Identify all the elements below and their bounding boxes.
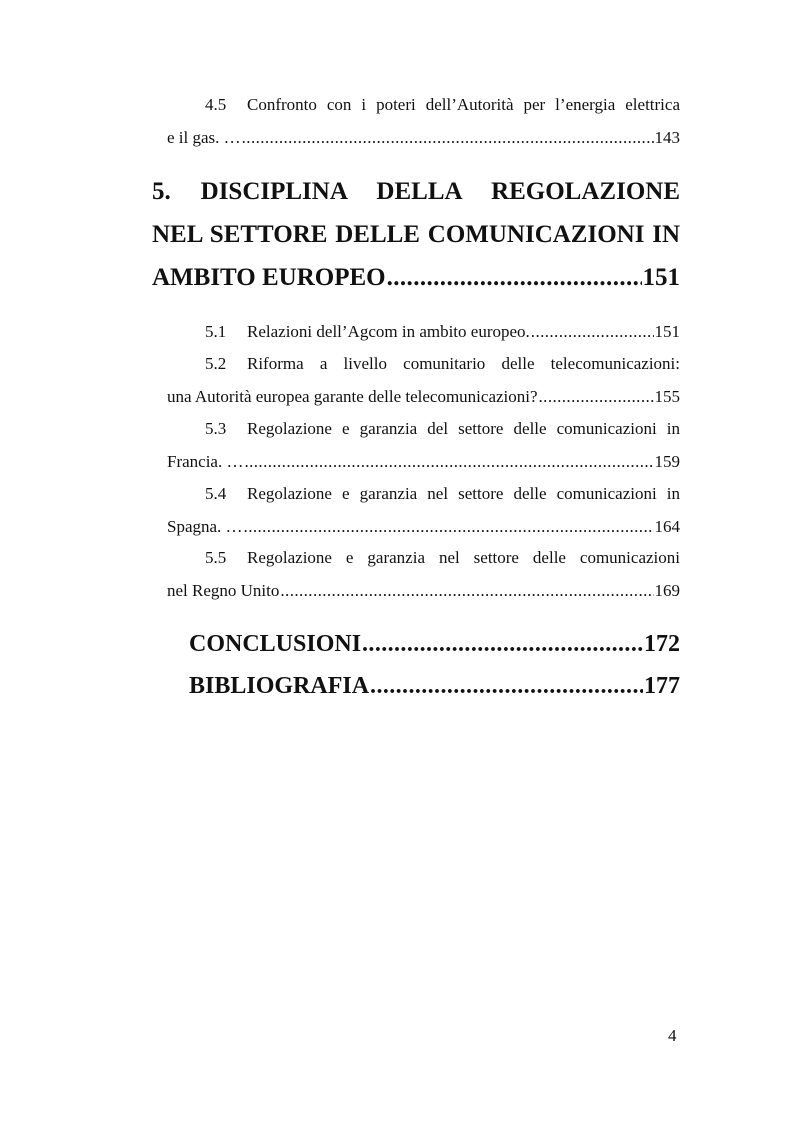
toc-chapter-5[interactable] bbox=[152, 170, 680, 299]
chapter-title-line bbox=[152, 170, 680, 213]
toc-entry-bibliografia[interactable] bbox=[189, 665, 680, 707]
toc-entry-5-2[interactable] bbox=[167, 347, 680, 413]
dot-leader bbox=[539, 380, 654, 413]
section-title-continued: e il gas. … bbox=[167, 128, 241, 147]
dot-leader bbox=[362, 623, 643, 665]
section-number: 4.5 bbox=[205, 95, 227, 114]
dot-leader bbox=[370, 665, 643, 707]
page-reference: 155 bbox=[654, 387, 680, 406]
chapter-title-continued: NEL SETTORE DELLE COMUNICAZIONI IN bbox=[152, 221, 680, 248]
section-title-continued: Francia. … bbox=[167, 452, 244, 471]
dot-leader bbox=[531, 315, 654, 348]
toc-entry-line bbox=[167, 347, 680, 380]
dot-leader bbox=[244, 445, 653, 478]
toc-entry-line bbox=[167, 445, 680, 478]
dot-leader bbox=[242, 121, 654, 154]
section-title: Confronto con i poteri dell’Autorità per l’energia elettrica bbox=[247, 95, 680, 114]
chapter-title-continued: AMBITO EUROPEO bbox=[152, 264, 386, 291]
toc-entry-5-1[interactable] bbox=[167, 315, 680, 348]
toc-entry-5-4[interactable] bbox=[167, 477, 680, 543]
chapter-title-line bbox=[152, 213, 680, 256]
section-title: Regolazione e garanzia del settore delle comunicazioni in bbox=[247, 419, 680, 438]
page-reference: 177 bbox=[644, 673, 680, 699]
section-number: 5.5 bbox=[205, 548, 227, 567]
dot-leader bbox=[280, 574, 653, 607]
toc-entry-line bbox=[167, 121, 680, 154]
page-reference: 169 bbox=[654, 581, 680, 600]
section-number: 5.4 bbox=[205, 484, 227, 503]
toc-entry-line bbox=[167, 412, 680, 445]
chapter-title: BIBLIOGRAFIA bbox=[189, 673, 370, 699]
dot-leader bbox=[387, 256, 642, 299]
page-reference: 172 bbox=[644, 631, 680, 657]
toc-entry-4-5[interactable] bbox=[167, 88, 680, 154]
section-title-continued: una Autorità europea garante delle telecomunicazioni? bbox=[167, 387, 538, 406]
page-number: 4 bbox=[668, 1026, 677, 1045]
page-reference: 164 bbox=[654, 517, 680, 536]
toc-entry-line bbox=[167, 380, 680, 413]
section-title: Regolazione e garanzia nel settore delle comunicazioni in bbox=[247, 484, 680, 503]
chapter-title: CONCLUSIONI bbox=[189, 631, 362, 657]
page-reference: 151 bbox=[642, 264, 680, 291]
toc-entry-line bbox=[167, 541, 680, 574]
toc-entry-conclusioni[interactable] bbox=[189, 623, 680, 665]
toc-entry-line bbox=[167, 510, 680, 543]
chapter-title-line bbox=[152, 256, 680, 299]
section-title: Riforma a livello comunitario delle telecomunicazioni: bbox=[247, 354, 680, 373]
section-number: 5.1 bbox=[205, 322, 227, 341]
toc-entry-line bbox=[167, 574, 680, 607]
section-title: Regolazione e garanzia nel settore delle comunicazioni bbox=[247, 548, 680, 567]
section-number: 5.3 bbox=[205, 419, 227, 438]
page-reference: 159 bbox=[654, 452, 680, 471]
toc-entry-line bbox=[167, 477, 680, 510]
section-title-continued: nel Regno Unito bbox=[167, 581, 280, 600]
page-reference: 151 bbox=[654, 322, 680, 341]
page-reference: 143 bbox=[654, 128, 680, 147]
toc-entry-5-5[interactable] bbox=[167, 541, 680, 607]
dot-leader bbox=[244, 510, 654, 543]
toc-entry-line bbox=[167, 88, 680, 121]
chapter-title: 5. DISCIPLINA DELLA REGOLAZIONE bbox=[152, 178, 680, 205]
section-number: 5.2 bbox=[205, 354, 227, 373]
section-title-continued: Spagna. … bbox=[167, 517, 243, 536]
toc-entry-5-3[interactable] bbox=[167, 412, 680, 478]
section-title: Relazioni dell’Agcom in ambito europeo. bbox=[247, 322, 530, 341]
toc-entry-line bbox=[167, 315, 680, 348]
